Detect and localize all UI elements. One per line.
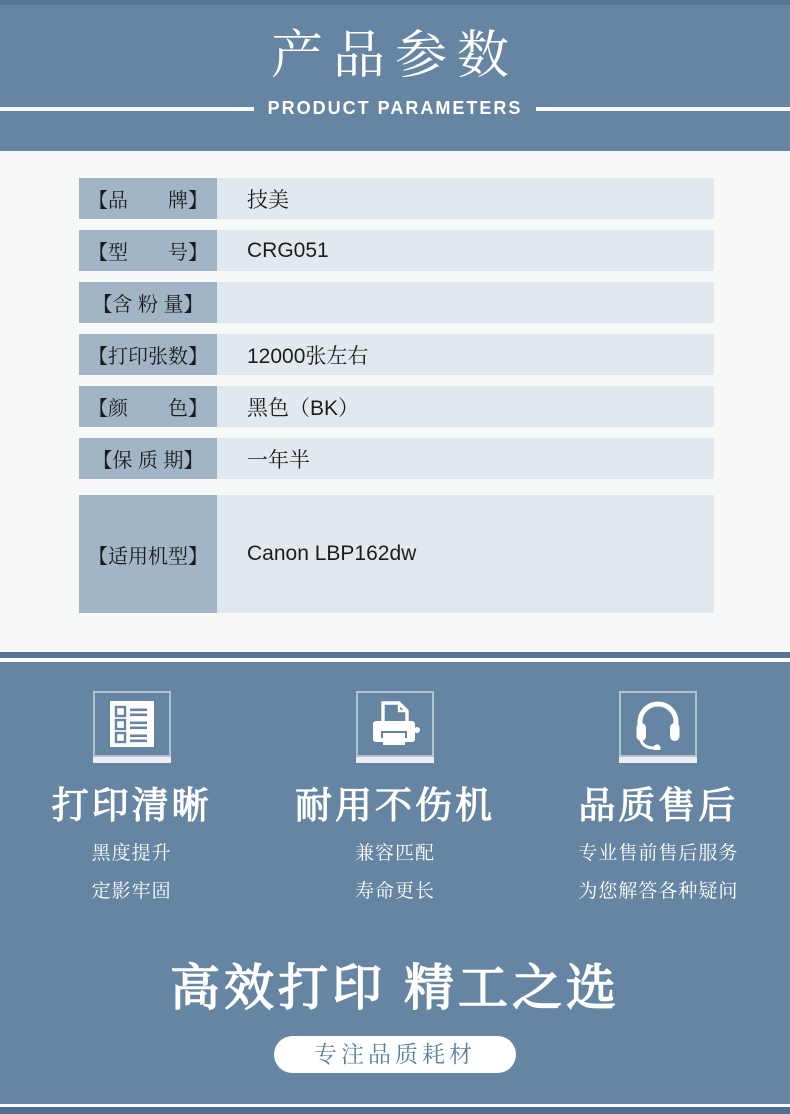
row-value-page-yield: 12000张左右 <box>217 334 714 375</box>
header-subtitle-row <box>0 98 790 119</box>
table-row <box>79 282 714 323</box>
feature-line: 寿命更长 <box>354 880 435 902</box>
row-value-color: 黑色（BK） <box>217 386 714 427</box>
spec-table <box>79 151 714 613</box>
table-row <box>79 495 714 613</box>
footer-bottom-stripe <box>0 1107 790 1114</box>
icon-base-bar <box>619 757 697 763</box>
row-label-compatible-models: 【适用机型】 <box>79 495 217 613</box>
feature-columns <box>0 691 790 902</box>
page-subtitle: PRODUCT PARAMETERS <box>267 98 523 119</box>
feature-line: 为您解答各种疑问 <box>578 880 739 902</box>
feature-print-clarity <box>0 691 263 902</box>
printer-icon <box>356 691 434 757</box>
footer-banner <box>0 652 790 1114</box>
feature-title: 品质售后 <box>578 785 739 826</box>
quality-badge: 专注品质耗材 <box>274 1036 516 1073</box>
row-label-brand: 【品 牌】 <box>79 178 217 219</box>
header-banner <box>0 0 790 151</box>
row-label-toner-content: 【含 粉 量】 <box>79 282 217 323</box>
feature-title: 耐用不伤机 <box>294 785 495 826</box>
feature-line: 黑度提升 <box>91 842 172 864</box>
row-value-compatible-models: Canon LBP162dw <box>217 495 714 613</box>
footer-top-rule <box>0 658 790 662</box>
icon-base-bar <box>93 757 171 763</box>
feature-title: 打印清晰 <box>51 785 212 826</box>
table-row <box>79 178 714 219</box>
footer-bottom-edge <box>0 1104 790 1114</box>
feature-durability <box>263 691 526 902</box>
row-value-toner-content <box>217 282 714 323</box>
row-value-model: CRG051 <box>217 230 714 271</box>
feature-line: 兼容匹配 <box>354 842 435 864</box>
row-label-page-yield: 【打印张数】 <box>79 334 217 375</box>
feature-after-sales <box>527 691 790 902</box>
slogan-text: 高效打印 精工之选 <box>170 959 620 1016</box>
feature-line: 定影牢固 <box>91 880 172 902</box>
spec-section <box>0 151 790 652</box>
headset-icon <box>619 691 697 757</box>
checklist-icon <box>93 691 171 757</box>
row-value-brand: 技美 <box>217 178 714 219</box>
row-value-shelf-life: 一年半 <box>217 438 714 479</box>
table-row <box>79 230 714 271</box>
page-title: 产品参数 <box>270 27 519 85</box>
table-row <box>79 438 714 479</box>
row-label-color: 【颜 色】 <box>79 386 217 427</box>
row-label-model: 【型 号】 <box>79 230 217 271</box>
table-row <box>79 386 714 427</box>
row-label-shelf-life: 【保 质 期】 <box>79 438 217 479</box>
subtitle-right-rule <box>536 107 790 111</box>
subtitle-left-rule <box>0 107 254 111</box>
feature-line: 专业售前售后服务 <box>578 842 739 864</box>
table-row <box>79 334 714 375</box>
icon-base-bar <box>356 757 434 763</box>
